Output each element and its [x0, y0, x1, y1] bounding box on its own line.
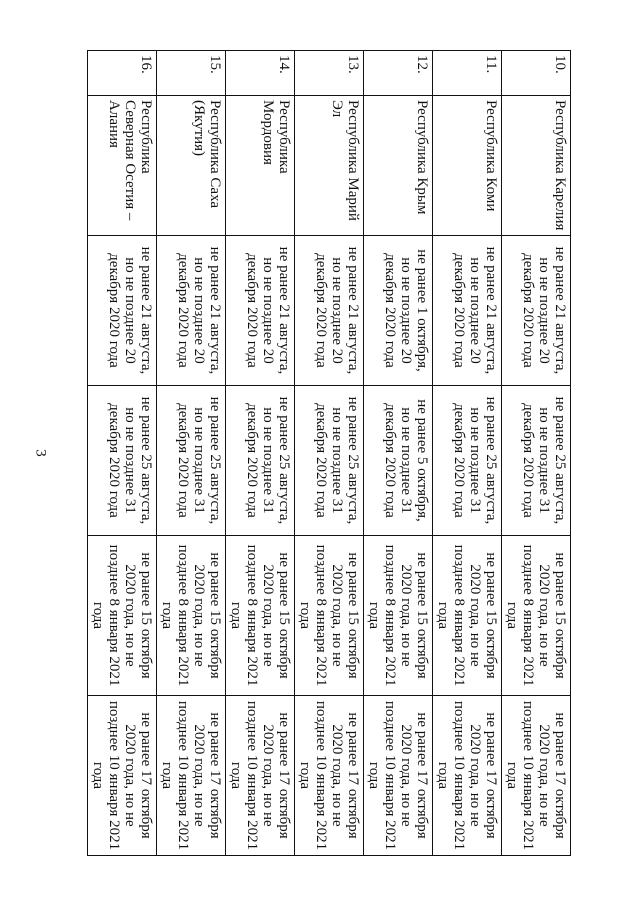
date-range-cell: не ранее 25 августа, но не позднее 31 декабря 2020 года — [433, 385, 502, 535]
date-range-cell: не ранее 17 октября 2020 года, но не позднее 10 января 2021 года — [226, 695, 295, 855]
table-row — [157, 50, 226, 855]
region-name: Республика Мордовия — [226, 95, 295, 235]
region-name: Республика Коми — [433, 95, 502, 235]
table-container — [90, 50, 568, 855]
date-range-cell: не ранее 21 августа, но не позднее 20 декабря 2020 года — [295, 235, 364, 385]
date-range-cell: не ранее 15 октября 2020 года, но не позднее 8 января 2021 года — [157, 535, 226, 695]
date-range-cell: не ранее 5 октября, но не позднее 31 декабря 2020 года — [364, 385, 433, 535]
date-range-cell: не ранее 25 августа, но не позднее 31 декабря 2020 года — [88, 385, 157, 535]
row-number: 10. — [502, 50, 571, 95]
date-range-cell: не ранее 15 октября 2020 года, но не позднее 8 января 2021 года — [364, 535, 433, 695]
date-range-cell: не ранее 15 октября 2020 года, но не позднее 8 января 2021 года — [502, 535, 571, 695]
date-range-cell: не ранее 21 августа, но не позднее 20 декабря 2020 года — [157, 235, 226, 385]
date-range-cell: не ранее 21 августа, но не позднее 20 декабря 2020 года — [433, 235, 502, 385]
region-name: Республика Крым — [364, 95, 433, 235]
row-number: 13. — [295, 50, 364, 95]
date-range-cell: не ранее 15 октября 2020 года, но не позднее 8 января 2021 года — [226, 535, 295, 695]
date-range-cell: не ранее 25 августа, но не позднее 31 декабря 2020 года — [157, 385, 226, 535]
date-range-cell: не ранее 17 октября 2020 года, но не позднее 10 января 2021 года — [433, 695, 502, 855]
region-name: Республика Саха (Якутия) — [157, 95, 226, 235]
table-row — [226, 50, 295, 855]
page-number: 3 — [32, 449, 49, 457]
table-row — [295, 50, 364, 855]
date-range-cell: не ранее 17 октября 2020 года, но не позднее 10 января 2021 года — [502, 695, 571, 855]
date-range-cell: не ранее 1 октября, но не позднее 20 декабря 2020 года — [364, 235, 433, 385]
table-row — [364, 50, 433, 855]
row-number: 15. — [157, 50, 226, 95]
date-range-cell: не ранее 17 октября 2020 года, но не позднее 10 января 2021 года — [157, 695, 226, 855]
date-range-cell: не ранее 25 августа, но не позднее 31 декабря 2020 года — [226, 385, 295, 535]
region-name: Республика Марий Эл — [295, 95, 364, 235]
table-row — [502, 50, 571, 855]
region-name: Республика Северная Осетия – Алания — [88, 95, 157, 235]
row-number: 11. — [433, 50, 502, 95]
date-range-cell: не ранее 25 августа, но не позднее 31 декабря 2020 года — [295, 385, 364, 535]
date-range-cell: не ранее 15 октября 2020 года, но не позднее 8 января 2021 года — [295, 535, 364, 695]
date-range-cell: не ранее 25 августа, но не позднее 31 декабря 2020 года — [502, 385, 571, 535]
date-range-cell: не ранее 21 августа, но не позднее 20 декабря 2020 года — [502, 235, 571, 385]
election-dates-table — [87, 50, 571, 856]
date-range-cell: не ранее 17 октября 2020 года, но не позднее 10 января 2021 года — [88, 695, 157, 855]
row-number: 14. — [226, 50, 295, 95]
table-row — [88, 50, 157, 855]
date-range-cell: не ранее 15 октября 2020 года, но не позднее 8 января 2021 года — [433, 535, 502, 695]
row-number: 16. — [88, 50, 157, 95]
date-range-cell: не ранее 21 августа, но не позднее 20 декабря 2020 года — [226, 235, 295, 385]
date-range-cell: не ранее 17 октября 2020 года, но не позднее 10 января 2021 года — [364, 695, 433, 855]
date-range-cell: не ранее 15 октября 2020 года, но не позднее 8 января 2021 года — [88, 535, 157, 695]
date-range-cell: не ранее 21 августа, но не позднее 20 декабря 2020 года — [88, 235, 157, 385]
row-number: 12. — [364, 50, 433, 95]
date-range-cell: не ранее 17 октября 2020 года, но не позднее 10 января 2021 года — [295, 695, 364, 855]
region-name: Республика Карелия — [502, 95, 571, 235]
table-row — [433, 50, 502, 855]
